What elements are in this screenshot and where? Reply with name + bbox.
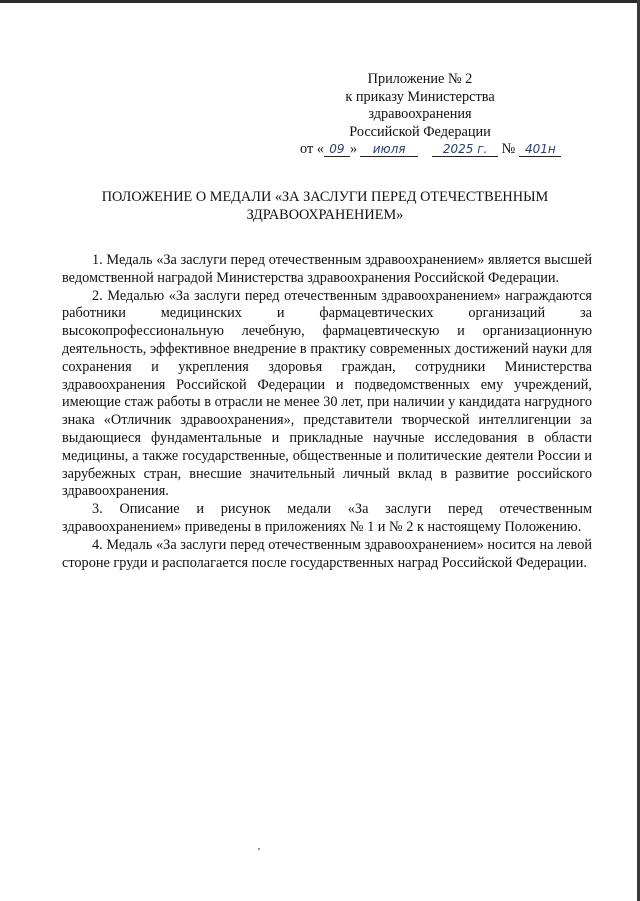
order-reference: к приказу Министерства	[345, 88, 495, 105]
paragraph-1: 1. Медаль «За заслуги перед отечественным здравоохранением» является высшей ведомственной наградой Министерства здравоохранения Российской Федерации.	[62, 252, 592, 286]
document-title: ПОЛОЖЕНИЕ О МЕДАЛИ «ЗА ЗАСЛУГИ ПЕРЕД ОТЕЧЕСТВЕННЫМ ЗДРАВООХРАНЕНИЕМ»	[101, 189, 549, 223]
federation-name: Российской Федерации	[349, 123, 491, 140]
handwritten-order-number: 401н	[519, 142, 561, 157]
paragraph-4: 4. Медаль «За заслуги перед отечественным здравоохранением» носится на левой стороне груди и располагается после государственных наград Российской Федерации.	[62, 536, 592, 571]
handwritten-year: 2025 г.	[432, 142, 498, 157]
paragraph-2: 2. Медалью «За заслуги перед отечественным здравоохранением» награждаются работники медицинских и фармацевтических организаций за высокопрофессиональную лечебную, фармацевтическую и организационную деятельность, эффективное внедрение в практику современных достижений науки для сохранения и укрепления здоровья граждан, сотрудники Министерства здравоохранения Российской Федерации и подведомственных ему учреждений, имеющие стаж работы в отрасли не менее 30 лет, при наличии у кандидата нагрудного знака «Отличник здравоохранения», представители творческой интеллигенции за выдающиеся фундаментальные и прикладные научные исследования в области медицины, а также государственные, общественные и политические деятели России и зарубежных стран, внесшие значительный личный вклад в развитие российского здравоохранения.	[62, 287, 592, 500]
scan-speck	[258, 848, 260, 850]
document-body	[62, 252, 592, 572]
paragraph-3: 3. Описание и рисунок медали «За заслуги перед отечественным здравоохранением» приведены в приложениях № 1 и № 2 к настоящему Положению.	[62, 501, 592, 535]
date-prefix: от «	[300, 141, 324, 157]
appendix-number: Приложение № 2	[367, 71, 473, 87]
number-label: №	[501, 141, 516, 157]
handwritten-day: 09	[324, 142, 350, 157]
ministry-name: здравоохранения	[368, 106, 472, 122]
date-close-quote: »	[349, 141, 358, 157]
approval-block	[300, 71, 556, 159]
order-date-line	[300, 141, 556, 159]
handwritten-month: июля	[360, 142, 418, 157]
scan-edge-top	[0, 0, 640, 3]
